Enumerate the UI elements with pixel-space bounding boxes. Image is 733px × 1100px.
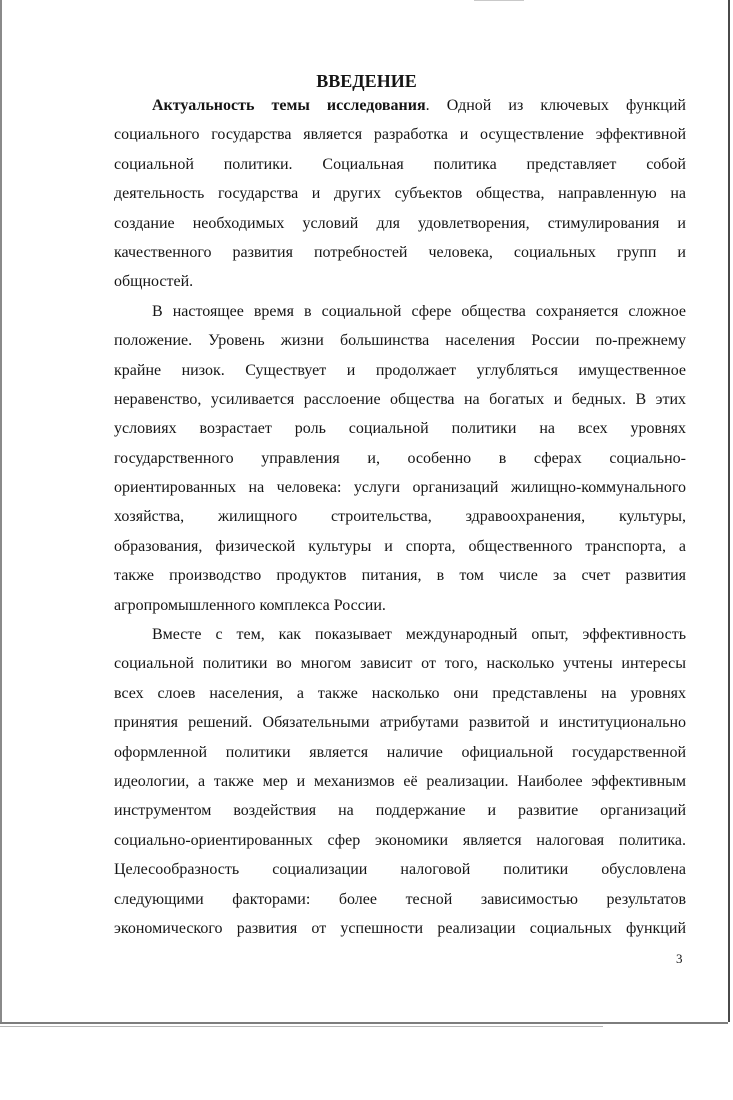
scan-edge-left xyxy=(0,0,2,1022)
lead-bold-phrase: Актуальность темы исследования xyxy=(152,97,426,114)
text-line: социальной политики. Социальная политика представляет собой xyxy=(114,155,686,173)
page-number: 3 xyxy=(676,951,683,966)
text-line: инструментом воздействия на поддержание и развитие организаций xyxy=(114,802,686,820)
text-line: принятия решений. Обязательными атрибутами развитой и институционально xyxy=(114,714,686,732)
text-line: условиях возрастает роль социальной политики на всех уровнях xyxy=(114,420,686,438)
text-line: Вместе с тем, как показывает международный опыт, эффективность xyxy=(152,626,686,644)
scan-edge-top xyxy=(474,0,524,1)
text-line: крайне низок. Существует и продолжает углубляться имущественное xyxy=(114,361,686,379)
text-line: социально-ориентированных сфер экономики является налоговая политика. xyxy=(114,831,686,849)
text-line: образования, физической культуры и спорта, общественного транспорта, а xyxy=(114,537,686,555)
scan-edge-bottom-inner xyxy=(0,1026,603,1027)
text-line: неравенство, усиливается расслоение общества на богатых и бедных. В этих xyxy=(114,390,686,408)
text-line: агропромышленного комплекса России. xyxy=(114,596,386,614)
text-line: также производство продуктов питания, в том числе за счет развития xyxy=(114,567,686,585)
text-line: хозяйства, жилищного строительства, здравоохранения, культуры, xyxy=(114,508,686,526)
text-line: социального государства является разработка и осуществление эффективной xyxy=(114,126,686,144)
text-line: идеологии, а также мер и механизмов её реализации. Наиболее эффективным xyxy=(114,772,686,790)
text-line: Целесообразность социализации налоговой политики обусловлена xyxy=(114,861,686,879)
page-title: ВВЕДЕНИЕ xyxy=(316,71,417,91)
text-line xyxy=(114,91,686,120)
text-line: создание необходимых условий для удовлетворения, стимулирования и xyxy=(114,214,686,232)
text-line: социальной политики во многом зависит от того, насколько учтены интересы xyxy=(114,655,686,673)
text-line-rest: . Одной из ключевых функций xyxy=(425,97,686,114)
text-line: экономического развития от успешности реализации социальных функций xyxy=(114,919,686,937)
text-line: В настоящее время в социальной сфере общества сохраняется сложное xyxy=(152,302,686,320)
text-line: всех слоев населения, а также насколько они представлены на уровнях xyxy=(114,684,686,702)
text-line: положение. Уровень жизни большинства населения России по-прежнему xyxy=(114,332,686,350)
scan-edge-right xyxy=(728,0,730,1022)
text-line: деятельность государства и других субъектов общества, направленную на xyxy=(114,185,686,203)
document-body xyxy=(114,91,686,943)
text-line: качественного развития потребностей человека, социальных групп и xyxy=(114,243,686,261)
text-line: государственного управления и, особенно в сферах социально- xyxy=(114,449,686,467)
text-line: оформленной политики является наличие официальной государственной xyxy=(114,743,686,761)
text-line: следующими факторами: более тесной зависимостью результатов xyxy=(114,890,686,908)
text-line: ориентированных на человека: услуги организаций жилищно-коммунального xyxy=(114,479,686,497)
scan-edge-bottom xyxy=(0,1022,728,1024)
text-line: общностей. xyxy=(114,273,194,291)
